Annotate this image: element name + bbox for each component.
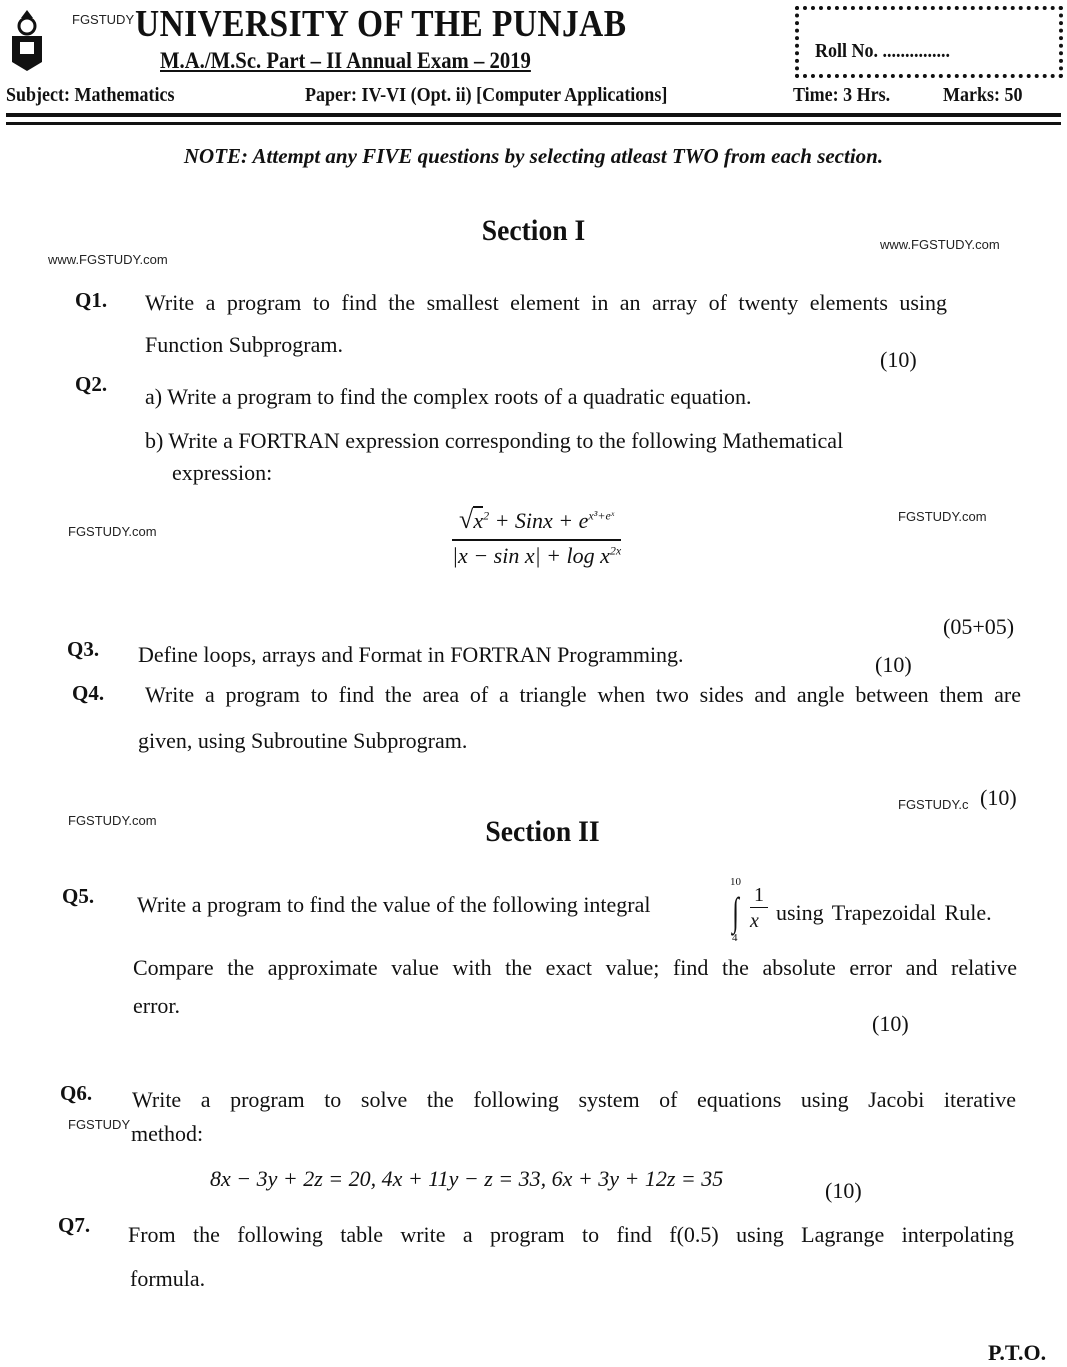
integral-denominator: x [750, 910, 759, 932]
q4-marks: (10) [980, 785, 1017, 810]
q3-text: Define loops, arrays and Format in FORTRAN Programming. [138, 642, 684, 667]
formula-part: + Sinx + e [489, 508, 589, 533]
watermark: FGSTUDY [68, 1117, 131, 1132]
watermark: www.FGSTUDY.com [48, 252, 168, 267]
watermark: FGSTUDY.com [68, 813, 157, 828]
integral-upper: 10 [730, 876, 741, 888]
q2-marks: (05+05) [943, 614, 1015, 639]
q6-text: Write a program to solve the following system of equations using Jacobi iterative [132, 1087, 1016, 1112]
formula-part: x³+eˣ [588, 508, 615, 523]
math-formula [452, 505, 621, 569]
watermark: FGSTUDY.c [898, 797, 969, 812]
section-2-title: Section II [485, 815, 600, 848]
section-1-title: Section I [481, 214, 586, 247]
pto: P.T.O. [988, 1340, 1047, 1365]
formula-part: 2 [483, 508, 490, 523]
integral-expression [728, 876, 778, 946]
watermark: FGSTUDY.com [68, 524, 157, 539]
q2b-text: b) Write a FORTRAN expression corresponding to the following Mathematical [145, 428, 844, 453]
q7-text: From the following table write a program to find f(0.5) using Lagrange interpolating [128, 1222, 1014, 1247]
q7-text: formula. [130, 1266, 206, 1291]
subject: Subject: Mathematics [6, 84, 175, 106]
q4-text: Write a program to find the area of a triangle when two sides and angle between them are [145, 682, 1021, 707]
q5-text: Write a program to find the value of the following integral [137, 892, 651, 917]
q3-marks: (10) [875, 652, 912, 677]
q1-text: Function Subprogram. [145, 332, 343, 357]
q7-label: Q7. [58, 1213, 91, 1237]
q1-text: Write a program to find the smallest element in an array of twenty elements using [145, 290, 947, 315]
q5-marks: (10) [872, 1011, 909, 1036]
q5-text: Compare the approximate value with the exact value; find the absolute error and relative [133, 955, 1017, 980]
sqrt-sign: √ [459, 505, 474, 534]
watermark: FGSTUDY.com [898, 509, 987, 524]
marks: Marks: 50 [943, 84, 1023, 106]
note: NOTE: Attempt any FIVE questions by selecting atleast TWO from each section. [183, 144, 884, 168]
integral-numerator: 1 [750, 884, 768, 908]
q5-text: error. [133, 993, 181, 1018]
university-crest-icon [8, 8, 46, 72]
formula-part: x [473, 508, 484, 533]
formula-part: |x − sin x| + log x [452, 543, 610, 568]
q4-text: given, using Subroutine Subprogram. [138, 728, 468, 753]
roll-number-label: Roll No. ............... [815, 40, 950, 62]
paper: Paper: IV-VI (Opt. ii) [Computer Applications] [305, 84, 668, 106]
q6-equations: 8x − 3y + 2z = 20, 4x + 11y − z = 33, 6x + 3y + 12z = 35 [210, 1166, 724, 1191]
formula-part: 2x [609, 543, 622, 558]
divider [6, 122, 1061, 125]
watermark: FGSTUDY [72, 12, 135, 27]
time: Time: 3 Hrs. [793, 84, 891, 106]
watermark: www.FGSTUDY.com [880, 237, 1000, 252]
q4-label: Q4. [72, 681, 105, 705]
integral-lower: 4 [732, 932, 738, 944]
q3-label: Q3. [67, 637, 100, 661]
q1-label: Q1. [75, 288, 108, 312]
exam-line: M.A./M.Sc. Part – II Annual Exam – 2019 [160, 48, 531, 73]
q5-label: Q5. [62, 884, 95, 908]
q2-label: Q2. [75, 372, 108, 396]
q2b-text: expression: [172, 460, 273, 485]
q2a-text: a) Write a program to find the complex roots of a quadratic equation. [145, 384, 752, 409]
q6-marks: (10) [825, 1178, 862, 1203]
q5-text: using Trapezoidal Rule. [776, 900, 992, 925]
q6-text: method: [131, 1121, 204, 1146]
q1-marks: (10) [880, 347, 917, 372]
divider [6, 113, 1061, 117]
q6-label: Q6. [60, 1081, 93, 1105]
university-title: UNIVERSITY OF THE PUNJAB [135, 3, 627, 45]
integral-sign: ∫ [732, 889, 739, 934]
